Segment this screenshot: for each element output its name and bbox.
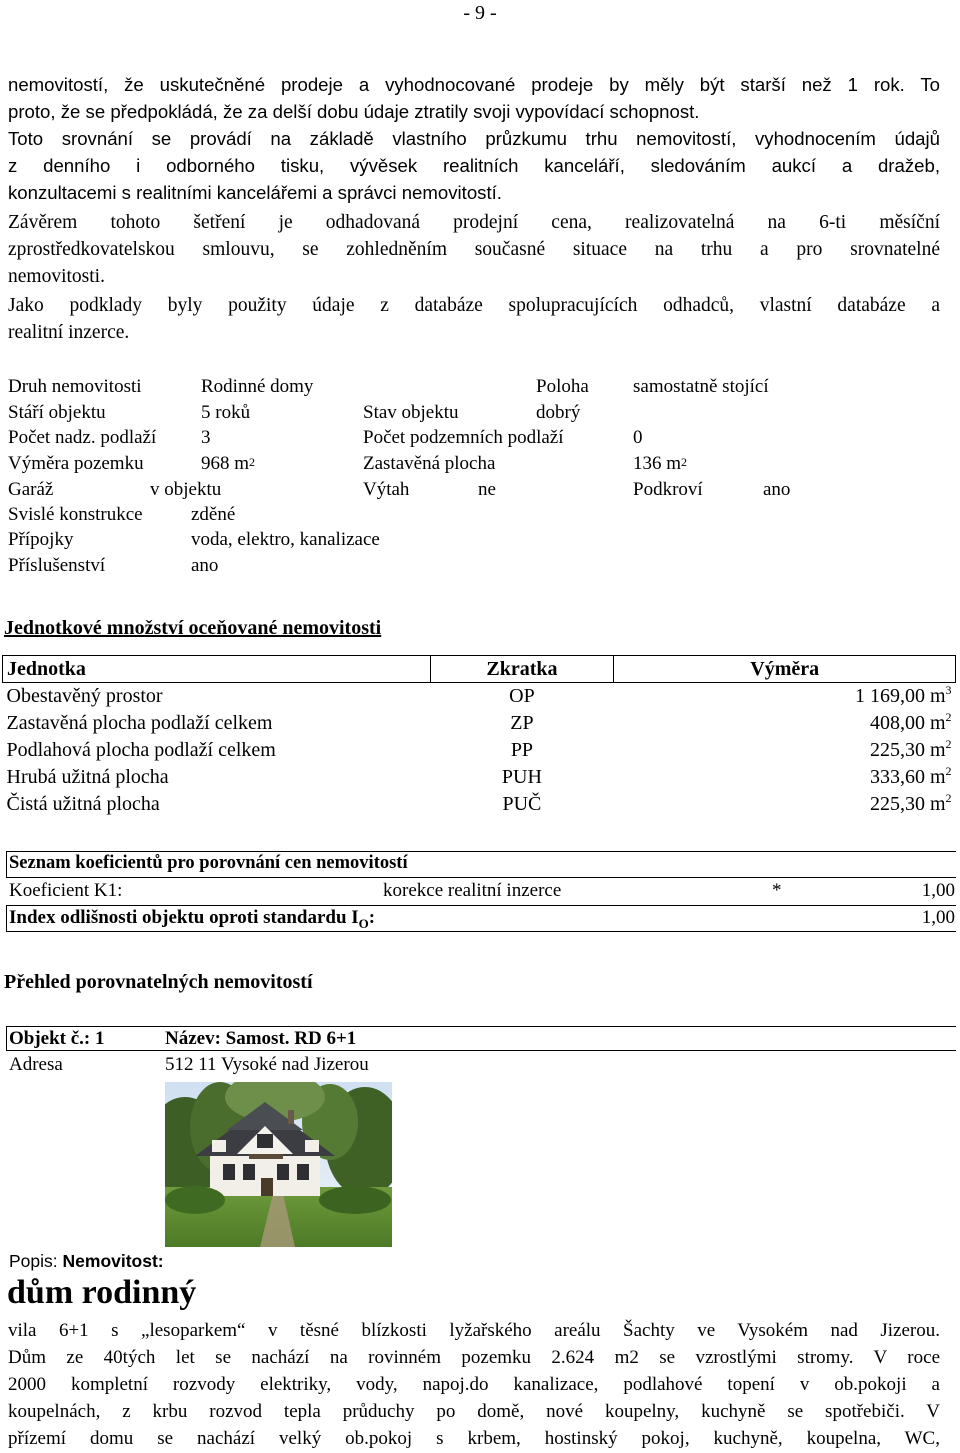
- unit-name: Hrubá užitná plocha: [6, 766, 169, 788]
- stari-label: Stáří objektu: [8, 402, 106, 423]
- divider: [6, 1050, 956, 1051]
- stari-value: 5 roků: [201, 402, 251, 423]
- vytah-label: Výtah: [363, 479, 410, 500]
- object-name: Název: Samost. RD 6+1: [165, 1028, 357, 1049]
- text-line: Závěrem tohoto šetření je odhadovaná prodejní cena, realizovatelná na 6-ti měsíční: [8, 212, 940, 233]
- podlazi-value: 3: [201, 427, 211, 448]
- unit-abbr: PP: [510, 739, 534, 761]
- podzemni-value: 0: [633, 427, 643, 448]
- text-line: nemovitostí, že uskutečněné prodeje a vyhodnocované prodeje by měly být starší než 1 rok. To: [8, 74, 940, 95]
- stav-label: Stav objektu: [363, 402, 459, 423]
- pripojky-value: voda, elektro, kanalizace: [191, 529, 380, 550]
- prislusenstvi-value: ano: [191, 555, 219, 576]
- garaz-label: Garáž: [8, 479, 54, 500]
- text-line: nemovitosti.: [8, 266, 105, 287]
- text-line: zprostředkovatelskou smlouvu, se zohledněním současné situace na trhu a pro srovnatelné: [8, 239, 940, 260]
- unit-value: 408,00 $m^2$: [869, 710, 952, 734]
- pozemek-label: Výměra pozemku: [8, 453, 144, 474]
- table-row: [3, 737, 956, 764]
- text-line: konzultacemi s realitními kancelářemi a správci nemovitostí.: [8, 182, 502, 203]
- podzemni-label: Počet podzemních podlaží: [363, 427, 564, 448]
- text-line: přízemí domu se nachází velký ob.pokoj s krbem, hostinský pokoj, kuchyně, koupelna, WC,: [8, 1428, 940, 1449]
- unit-name: Obestavěný prostor: [6, 685, 163, 707]
- unit-value: 333,60 $m^2$: [869, 764, 952, 788]
- garaz-value: v objektu: [150, 479, 222, 500]
- pripojky-label: Přípojky: [8, 529, 74, 550]
- house-photo: [165, 1082, 392, 1247]
- text-line: vila 6+1 s „lesoparkem“ v těsné blízkosti lyžařského areálu Šachty ve Vysokém nad Jizerou.: [8, 1320, 940, 1341]
- druh-value: Rodinné domy: [201, 376, 314, 397]
- unit-value: 225,30 $m^2$: [869, 791, 952, 815]
- stav-value: dobrý: [536, 402, 581, 423]
- description-label: Popis: Nemovitost:: [9, 1251, 164, 1271]
- intro-paragraph-3: [8, 209, 940, 290]
- prislusenstvi-label: Příslušenství: [8, 555, 106, 576]
- k1-value: 1,00: [921, 880, 955, 901]
- divider: [6, 905, 7, 932]
- unit-name: Zastavěná plocha podlaží celkem: [6, 712, 273, 734]
- unit-abbr: PUH: [501, 766, 542, 788]
- units-heading: Jednotkové množství oceňované nemovitosti: [4, 617, 382, 639]
- zastavena-value: 136 $m^2$: [633, 453, 688, 474]
- zastavena-label: Zastavěná plocha: [363, 453, 496, 474]
- units-table: [2, 655, 956, 818]
- text-line: Jako podklady byly použity údaje z databáze spolupracujících odhadců, vlastní databáze a: [8, 295, 940, 316]
- divider: [6, 851, 956, 852]
- poloha-label: Poloha: [536, 376, 589, 397]
- unit-value: 225,30 $m^2$: [869, 737, 952, 761]
- divider: [6, 1026, 956, 1027]
- column-header-jednotka: Jednotka: [3, 656, 431, 683]
- podkrovi-label: Podkroví: [633, 479, 703, 500]
- table-row: [3, 764, 956, 791]
- table-row: [3, 683, 956, 711]
- pozemek-value: 968 $m^2$: [201, 453, 256, 474]
- unit-abbr: OP: [509, 685, 535, 707]
- table-row: [3, 710, 956, 737]
- vytah-value: ne: [478, 479, 496, 500]
- table-row: [3, 791, 956, 818]
- address-label: Adresa: [9, 1054, 63, 1075]
- intro-paragraph-4: [8, 292, 940, 346]
- unit-abbr: PUČ: [502, 793, 542, 815]
- object-number: Objekt č.: 1: [9, 1028, 105, 1049]
- text-line: realitní inzerce.: [8, 322, 130, 343]
- intro-paragraph-1: [8, 71, 940, 125]
- text-line: proto, že se předpokládá, že za delší dobu údaje ztratily svoji vypovídací schopnost.: [8, 101, 700, 122]
- divider: [6, 905, 956, 906]
- poloha-value: samostatně stojící: [633, 376, 769, 397]
- divider: [6, 851, 7, 878]
- text-line: koupelnách, z krbu rozvod tepla průduchy po domě, nové koupelny, kuchyně se spotřebiči. V: [8, 1401, 940, 1422]
- text-line: Toto srovnání se provádí na základě vlastního průzkumu trhu nemovitostí, vyhodnocením údajů: [8, 128, 940, 149]
- text-line: Dům ze 40tých let se nachází na rovinném pozemku 2.624 m2 se vzrostlými stromy. V roce: [8, 1347, 940, 1368]
- object-title: dům rodinný: [7, 1274, 197, 1311]
- unit-abbr: ZP: [510, 712, 534, 734]
- coefficients-heading: Seznam koeficientů pro porovnání cen nemovitostí: [9, 853, 408, 873]
- text-line: 2000 kompletní rozvody elektriky, vody, napoj.do kanalizace, podlahové topení v ob.pokoji a: [8, 1374, 940, 1395]
- column-header-vymera: Výměra: [614, 656, 956, 683]
- divider: [6, 931, 956, 932]
- k1-operator: *: [772, 880, 782, 901]
- divider: [6, 1026, 7, 1051]
- druh-label: Druh nemovitosti: [8, 376, 142, 397]
- k1-description: korekce realitní inzerce: [383, 880, 562, 901]
- units-table-header: [3, 656, 956, 683]
- address-value: 512 11 Vysoké nad Jizerou: [165, 1054, 369, 1075]
- unit-name: Podlahová plocha podlaží celkem: [6, 739, 276, 761]
- unit-value: 1 169,00 $m^3$: [854, 683, 952, 707]
- text-line: z denního i odborného tisku, vývěsek realitních kanceláří, sledováním aukcí a dražeb,: [8, 155, 940, 176]
- index-value: 1,00: [921, 907, 955, 928]
- index-label: Index odlišnosti objektu oproti standardu $I_O$:: [9, 907, 376, 931]
- k1-label: Koeficient K1:: [9, 880, 123, 901]
- intro-paragraph-2: [8, 125, 940, 206]
- podkrovi-value: ano: [763, 479, 791, 500]
- konstrukce-label: Svislé konstrukce: [8, 504, 143, 525]
- column-header-zkratka: Zkratka: [430, 656, 614, 683]
- object-description: [8, 1317, 940, 1452]
- comparables-heading: Přehled porovnatelných nemovitostí: [4, 971, 313, 993]
- divider: [6, 877, 956, 878]
- unit-name: Čistá užitná plocha: [6, 793, 160, 815]
- podlazi-label: Počet nadz. podlaží: [8, 427, 157, 448]
- konstrukce-value: zděné: [191, 504, 236, 525]
- page-number: - 9 -: [463, 2, 497, 24]
